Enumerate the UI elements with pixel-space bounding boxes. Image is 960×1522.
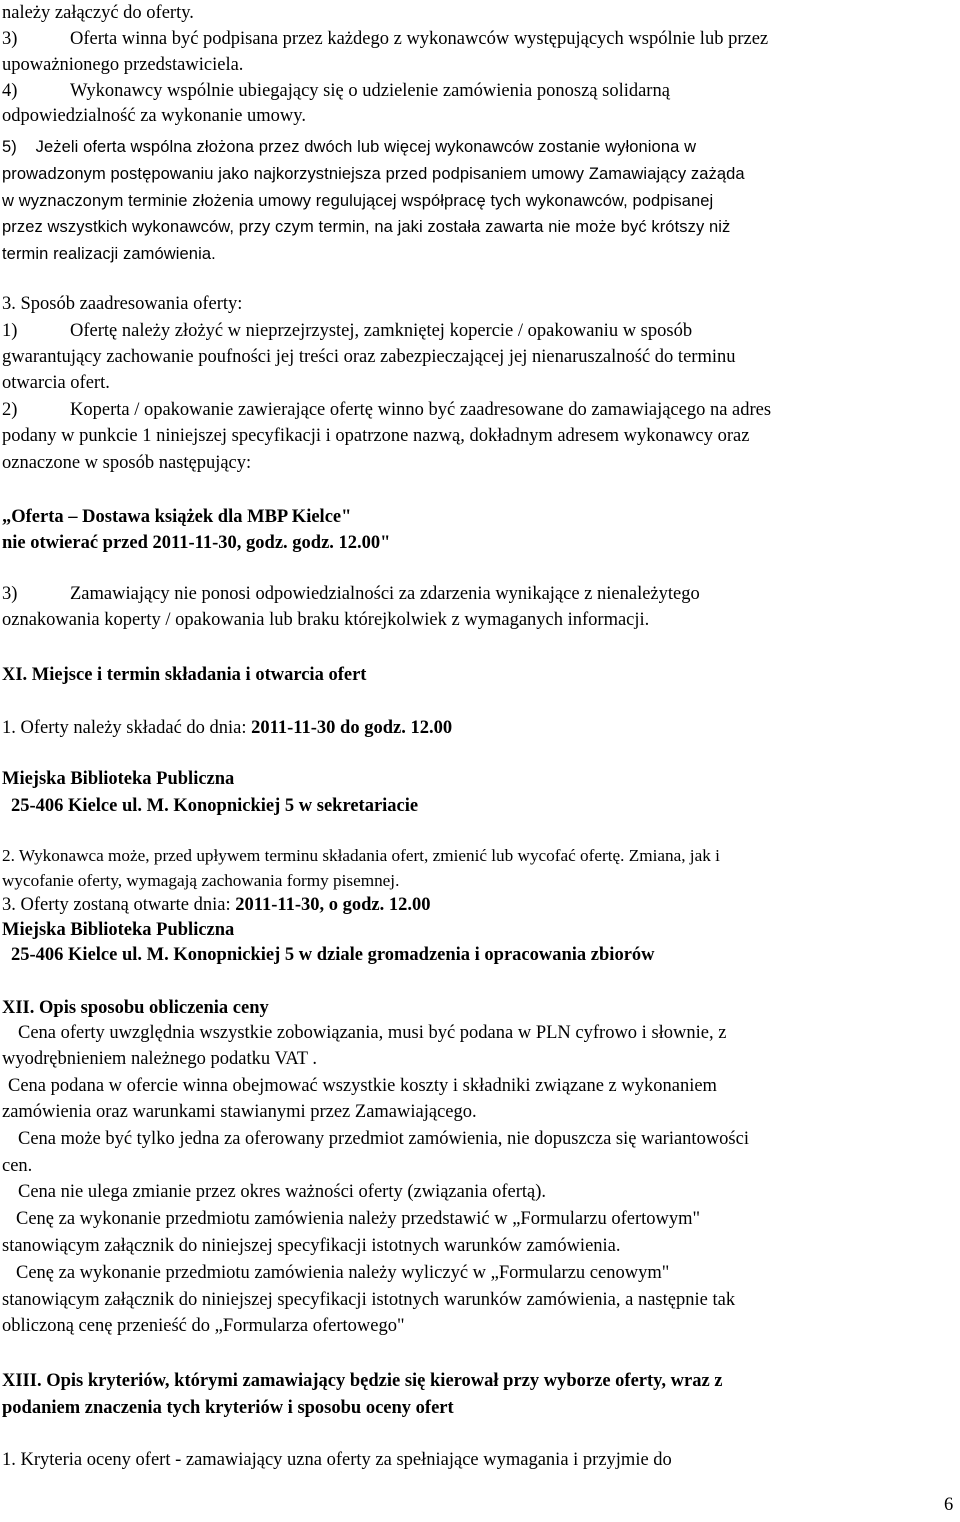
opening-value: 2011-11-30, o godz. 12.00 bbox=[235, 895, 431, 915]
text-line: wycofanie oferty, wymagają zachowania formy pisemnej. bbox=[2, 871, 400, 890]
list-text: Oferta winna być podpisana przez każdego z wykonawców występujących wspólnie lub przez bbox=[70, 29, 769, 49]
list-text: Wykonawcy wspólnie ubiegający się o udzielenie zamówienia ponoszą solidarną bbox=[70, 81, 670, 101]
section-heading-xi: XI. Miejsce i termin składania i otwarcia ofert bbox=[2, 665, 367, 685]
list-item-4 bbox=[2, 80, 670, 102]
text-line: upoważnionego przedstawiciela. bbox=[2, 55, 244, 75]
list-text: Ofertę należy złożyć w nieprzejrzystej, zamkniętej kopercie / opakowaniu w sposób bbox=[70, 321, 693, 341]
list-text: Koperta / opakowanie zawierające ofertę winno być zaadresowane do zamawiającego na adres bbox=[70, 400, 772, 420]
text-line: termin realizacji zamówienia. bbox=[2, 245, 216, 263]
deadline-value: 2011-11-30 do godz. 12.00 bbox=[251, 718, 453, 738]
library-address: 25-406 Kielce ul. M. Konopnickiej 5 w dziale gromadzenia i opracowania zbiorów bbox=[11, 945, 655, 965]
text-line: przez wszystkich wykonawców, przy czym termin, na jaki została zawarta nie może być krótszy niż bbox=[2, 218, 731, 236]
list-number: 2) bbox=[2, 400, 18, 420]
text-line: wyodrębnieniem należnego podatku VAT . bbox=[2, 1049, 317, 1069]
opening-label: 3. Oferty zostaną otwarte dnia: bbox=[2, 895, 236, 915]
text-line: oznaczone w sposób następujący: bbox=[2, 453, 252, 473]
section-heading-xiii: XIII. Opis kryteriów, którymi zamawiający będzie się kierował przy wyborze oferty, wraz z bbox=[2, 1371, 723, 1391]
list-number: 4) bbox=[2, 81, 18, 101]
library-name: Miejska Biblioteka Publiczna bbox=[2, 920, 235, 940]
page-number: 6 bbox=[944, 1495, 954, 1515]
list-item-2 bbox=[2, 399, 771, 421]
text-line: Cena nie ulega zmianie przez okres ważności oferty (związania ofertą). bbox=[18, 1182, 546, 1202]
text-line: stanowiącym załącznik do niniejszej specyfikacji istotnych warunków zamówienia, a następnie tak bbox=[2, 1290, 736, 1310]
list-item-3 bbox=[2, 583, 700, 605]
text-line: gwarantujący zachowanie poufności jej treści oraz zabezpieczającej jej nienaruszalność do terminu bbox=[2, 347, 736, 367]
text-line: 2. Wykonawca może, przed upływem terminu składania ofert, zmienić lub wycofać ofertę. Zmiana, jak i bbox=[2, 846, 720, 865]
text-line: Cenę za wykonanie przedmiotu zamówienia należy przedstawić w „Formularzu ofertowym" bbox=[16, 1209, 701, 1229]
text-line bbox=[2, 717, 452, 739]
envelope-label-notice: nie otwierać przed 2011-11-30, godz. godz. 12.00" bbox=[2, 533, 391, 553]
section-heading: 3. Sposób zaadresowania oferty: bbox=[2, 294, 243, 314]
text-line: w wyznaczonym terminie złożenia umowy regulującej współpracę tych wykonawców, podpisanej bbox=[2, 192, 714, 210]
text-line: podany w punkcie 1 niniejszej specyfikacji i opatrzone nazwą, dokładnym adresem wykonawcy oraz bbox=[2, 426, 750, 446]
library-address: 25-406 Kielce ul. M. Konopnickiej 5 w sekretariacie bbox=[11, 796, 419, 816]
text-line: Cena oferty uwzględnia wszystkie zobowiązania, musi być podana w PLN cyfrowo i słownie, z bbox=[18, 1023, 727, 1043]
text-line: prowadzonym postępowaniu jako najkorzystniejsza przed podpisaniem umowy Zamawiający zażąda bbox=[2, 165, 745, 183]
section-heading-xii: XII. Opis sposobu obliczenia ceny bbox=[2, 998, 269, 1018]
text-line: Cena może być tylko jedna za oferowany przedmiot zamówienia, nie dopuszcza się wariantowości bbox=[18, 1129, 749, 1149]
envelope-label-title: „Oferta – Dostawa książek dla MBP Kielce" bbox=[2, 507, 352, 527]
section-heading-xiii-cont: podaniem znaczenia tych kryteriów i sposobu oceny ofert bbox=[2, 1398, 454, 1418]
list-number: 3) bbox=[2, 29, 18, 49]
text-line: oznakowania koperty / opakowania lub braku którejkolwiek z wymaganych informacji. bbox=[2, 610, 650, 630]
text-line: Cena podana w ofercie winna obejmować wszystkie koszty i składniki związane z wykonaniem bbox=[8, 1076, 717, 1096]
list-number: 3) bbox=[2, 584, 18, 604]
text-line: 1. Kryteria oceny ofert - zamawiający uzna oferty za spełniające wymagania i przyjmie do bbox=[2, 1450, 672, 1470]
library-name: Miejska Biblioteka Publiczna bbox=[2, 769, 235, 789]
list-item-3 bbox=[2, 28, 768, 50]
text-line: zamówienia oraz warunkami stawianymi przez Zamawiającego. bbox=[2, 1102, 477, 1122]
list-text: Zamawiający nie ponosi odpowiedzialności za zdarzenia wynikające z nienależytego bbox=[70, 584, 700, 604]
text-line: otwarcia ofert. bbox=[2, 373, 110, 393]
text-line: Cenę za wykonanie przedmiotu zamówienia należy wyliczyć w „Formularzu cenowym" bbox=[16, 1263, 670, 1283]
text-line: stanowiącym załącznik do niniejszej specyfikacji istotnych warunków zamówienia. bbox=[2, 1236, 621, 1256]
text-line: należy załączyć do oferty. bbox=[2, 3, 194, 23]
text-line: obliczoną cenę przenieść do „Formularza ofertowego" bbox=[2, 1316, 405, 1336]
text-line: 5) Jeżeli oferta wspólna złożona przez dwóch lub więcej wykonawców zostanie wyłoniona w bbox=[2, 138, 697, 156]
text-line bbox=[2, 894, 431, 916]
text-line: cen. bbox=[2, 1156, 33, 1176]
list-item-1 bbox=[2, 320, 692, 342]
list-number: 1) bbox=[2, 321, 18, 341]
deadline-label: 1. Oferty należy składać do dnia: bbox=[2, 718, 252, 738]
text-line: odpowiedzialność za wykonanie umowy. bbox=[2, 106, 306, 126]
